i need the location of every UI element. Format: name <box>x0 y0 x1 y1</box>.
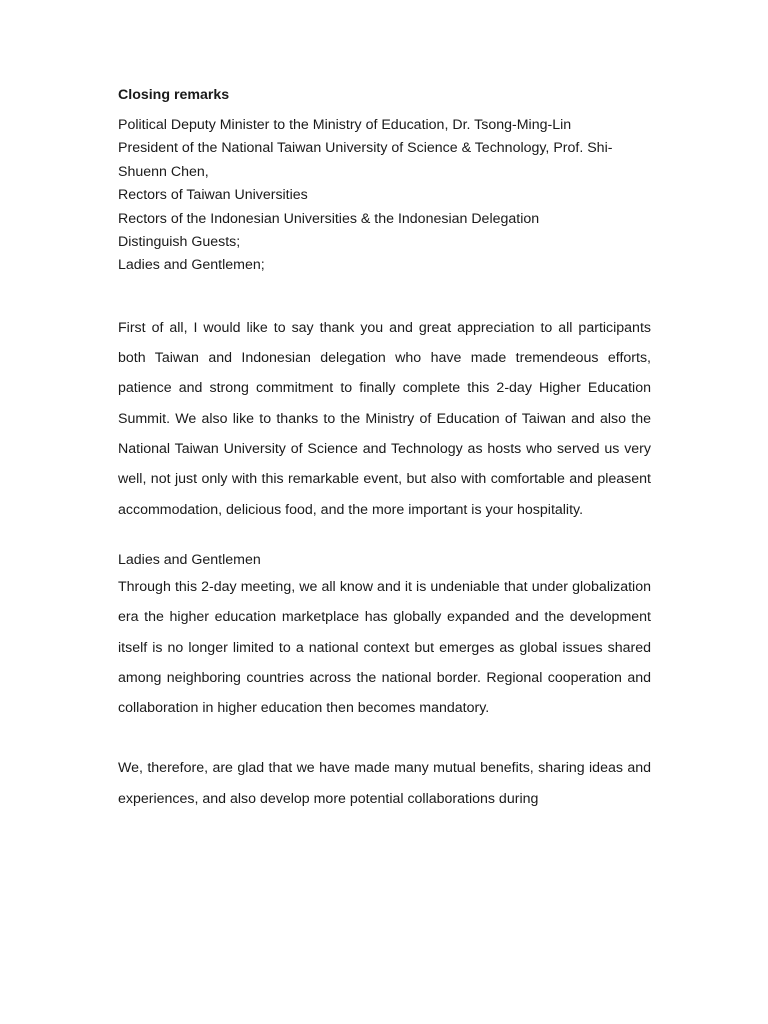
addressee-list <box>118 114 651 278</box>
addressee-line: Political Deputy Minister to the Ministry of Education, Dr. Tsong-Ming-Lin <box>118 117 572 133</box>
paragraph-globalization: Through this 2-day meeting, we all know and it is undeniable that under globalization era the higher education marketplace has globally expanded and the development itself is no longer limited to a national context but emerges as global issues shared among neighboring countries across the national border. Regional cooperation and collaboration in higher education then becomes mandatory. <box>118 578 651 717</box>
addressee-line: Rectors of Taiwan Universities <box>118 187 308 204</box>
addressee-line: President of the National Taiwan University of Science & Technology, Prof. Shi- <box>118 140 613 157</box>
paragraph-benefits: We, therefore, are glad that we have made many mutual benefits, sharing ideas and experiences, and also develop more potential collaborations during <box>118 760 651 807</box>
addressee-line: Distinguish Guests; <box>118 234 241 251</box>
document-body <box>118 84 651 814</box>
addressee-line: Rectors of the Indonesian Universities & the Indonesian Delegation <box>118 210 540 227</box>
addressee-line: Ladies and Gentlemen; <box>118 257 265 274</box>
document-title: Closing remarks <box>118 87 230 103</box>
addressee-line: Shuenn Chen, <box>118 163 209 180</box>
paragraph-thanks: First of all, I would like to say thank you and great appreciation to all participants both Taiwan and Indonesian delegation who have made tremendeous efforts, patience and strong commitment to finally complete this 2-day Higher Education Summit. We also like to thanks to the Ministry of Education of Taiwan and also the National Taiwan University of Science and Technology as hosts who served us very well, not just only with this remarkable event, but also with comfortable and pleasent accommodation, delicious food, and the more important is your hospitality. <box>118 319 651 518</box>
subheading-ladies-gentlemen: Ladies and Gentlemen <box>118 551 261 568</box>
